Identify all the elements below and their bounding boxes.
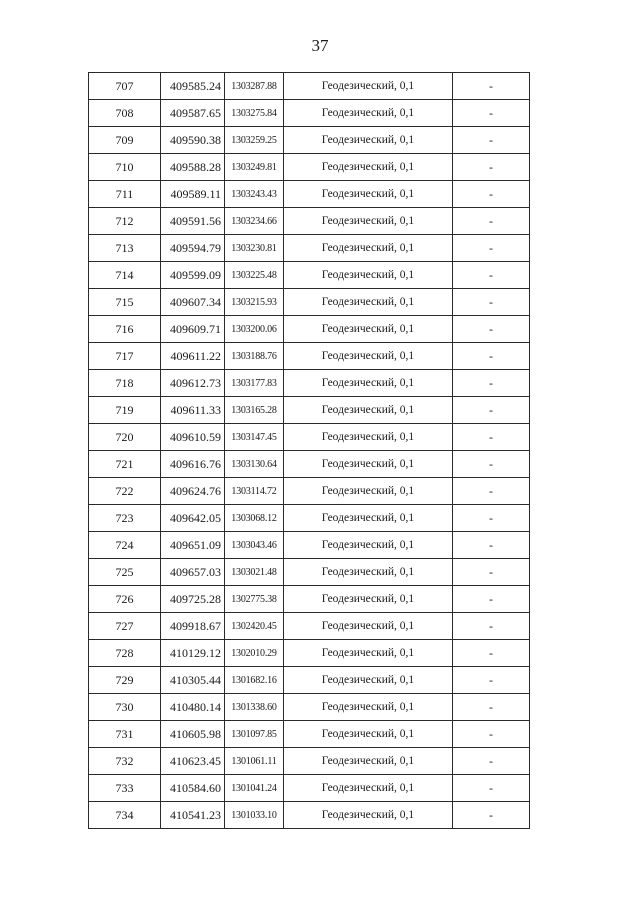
point-number-cell: 717 [89,343,161,370]
note-cell: - [453,262,530,289]
table-row [89,127,530,154]
note-cell: - [453,505,530,532]
table-row [89,100,530,127]
method-accuracy-cell: Геодезический, 0,1 [284,451,453,478]
point-number-cell: 709 [89,127,161,154]
y-coordinate-cell: 1303215.93 [225,289,284,316]
y-coordinate-cell: 1303230.81 [225,235,284,262]
point-number-cell: 734 [89,802,161,829]
x-coordinate-cell: 409607.34 [161,289,225,316]
note-cell: - [453,235,530,262]
table-row [89,235,530,262]
table-row [89,478,530,505]
x-coordinate-cell: 409587.65 [161,100,225,127]
y-coordinate-cell: 1303243.43 [225,181,284,208]
note-cell: - [453,154,530,181]
y-coordinate-cell: 1303177.83 [225,370,284,397]
method-accuracy-cell: Геодезический, 0,1 [284,505,453,532]
note-cell: - [453,370,530,397]
point-number-cell: 733 [89,775,161,802]
y-coordinate-cell: 1302775.38 [225,586,284,613]
note-cell: - [453,289,530,316]
note-cell: - [453,181,530,208]
x-coordinate-cell: 410480.14 [161,694,225,721]
x-coordinate-cell: 409594.79 [161,235,225,262]
x-coordinate-cell: 409611.22 [161,343,225,370]
table-row [89,802,530,829]
y-coordinate-cell: 1303165.28 [225,397,284,424]
method-accuracy-cell: Геодезический, 0,1 [284,640,453,667]
x-coordinate-cell: 409590.38 [161,127,225,154]
x-coordinate-cell: 409616.76 [161,451,225,478]
table-row [89,73,530,100]
method-accuracy-cell: Геодезический, 0,1 [284,586,453,613]
method-accuracy-cell: Геодезический, 0,1 [284,613,453,640]
point-number-cell: 723 [89,505,161,532]
table-row [89,613,530,640]
note-cell: - [453,775,530,802]
x-coordinate-cell: 409591.56 [161,208,225,235]
x-coordinate-cell: 410129.12 [161,640,225,667]
point-number-cell: 719 [89,397,161,424]
table-row [89,424,530,451]
note-cell: - [453,586,530,613]
note-cell: - [453,73,530,100]
table-row [89,262,530,289]
y-coordinate-cell: 1303147.45 [225,424,284,451]
method-accuracy-cell: Геодезический, 0,1 [284,181,453,208]
method-accuracy-cell: Геодезический, 0,1 [284,775,453,802]
note-cell: - [453,667,530,694]
y-coordinate-cell: 1303130.64 [225,451,284,478]
method-accuracy-cell: Геодезический, 0,1 [284,397,453,424]
x-coordinate-cell: 409599.09 [161,262,225,289]
table-row [89,748,530,775]
point-number-cell: 727 [89,613,161,640]
point-number-cell: 731 [89,721,161,748]
y-coordinate-cell: 1301033.10 [225,802,284,829]
x-coordinate-cell: 410584.60 [161,775,225,802]
method-accuracy-cell: Геодезический, 0,1 [284,262,453,289]
x-coordinate-cell: 409642.05 [161,505,225,532]
method-accuracy-cell: Геодезический, 0,1 [284,235,453,262]
method-accuracy-cell: Геодезический, 0,1 [284,208,453,235]
x-coordinate-cell: 409585.24 [161,73,225,100]
table-row [89,586,530,613]
x-coordinate-cell: 410623.45 [161,748,225,775]
y-coordinate-cell: 1303225.48 [225,262,284,289]
table-row [89,397,530,424]
y-coordinate-cell: 1302420.45 [225,613,284,640]
x-coordinate-cell: 409918.67 [161,613,225,640]
y-coordinate-cell: 1303287.88 [225,73,284,100]
y-coordinate-cell: 1303200.06 [225,316,284,343]
note-cell: - [453,613,530,640]
x-coordinate-cell: 409610.59 [161,424,225,451]
point-number-cell: 715 [89,289,161,316]
y-coordinate-cell: 1302010.29 [225,640,284,667]
y-coordinate-cell: 1301338.60 [225,694,284,721]
page-number: 37 [311,36,329,55]
method-accuracy-cell: Геодезический, 0,1 [284,127,453,154]
method-accuracy-cell: Геодезический, 0,1 [284,343,453,370]
note-cell: - [453,802,530,829]
y-coordinate-cell: 1303249.81 [225,154,284,181]
point-number-cell: 729 [89,667,161,694]
method-accuracy-cell: Геодезический, 0,1 [284,316,453,343]
note-cell: - [453,100,530,127]
note-cell: - [453,451,530,478]
method-accuracy-cell: Геодезический, 0,1 [284,748,453,775]
point-number-cell: 718 [89,370,161,397]
note-cell: - [453,127,530,154]
y-coordinate-cell: 1301061.11 [225,748,284,775]
x-coordinate-cell: 409624.76 [161,478,225,505]
note-cell: - [453,748,530,775]
table-row [89,640,530,667]
point-number-cell: 713 [89,235,161,262]
method-accuracy-cell: Геодезический, 0,1 [284,154,453,181]
x-coordinate-cell: 409589.11 [161,181,225,208]
point-number-cell: 714 [89,262,161,289]
x-coordinate-cell: 409725.28 [161,586,225,613]
y-coordinate-cell: 1301682.16 [225,667,284,694]
note-cell: - [453,694,530,721]
method-accuracy-cell: Геодезический, 0,1 [284,289,453,316]
note-cell: - [453,208,530,235]
method-accuracy-cell: Геодезический, 0,1 [284,370,453,397]
coordinates-table [88,72,530,829]
point-number-cell: 710 [89,154,161,181]
method-accuracy-cell: Геодезический, 0,1 [284,802,453,829]
table-row [89,154,530,181]
method-accuracy-cell: Геодезический, 0,1 [284,73,453,100]
point-number-cell: 722 [89,478,161,505]
point-number-cell: 728 [89,640,161,667]
table-row [89,208,530,235]
y-coordinate-cell: 1301041.24 [225,775,284,802]
method-accuracy-cell: Геодезический, 0,1 [284,667,453,694]
note-cell: - [453,532,530,559]
y-coordinate-cell: 1303043.46 [225,532,284,559]
x-coordinate-cell: 410605.98 [161,721,225,748]
method-accuracy-cell: Геодезический, 0,1 [284,559,453,586]
table-row [89,694,530,721]
x-coordinate-cell: 409657.03 [161,559,225,586]
point-number-cell: 712 [89,208,161,235]
point-number-cell: 724 [89,532,161,559]
coordinates-table-body [89,73,530,829]
x-coordinate-cell: 410305.44 [161,667,225,694]
method-accuracy-cell: Геодезический, 0,1 [284,721,453,748]
y-coordinate-cell: 1303234.66 [225,208,284,235]
method-accuracy-cell: Геодезический, 0,1 [284,478,453,505]
point-number-cell: 707 [89,73,161,100]
table-row [89,343,530,370]
method-accuracy-cell: Геодезический, 0,1 [284,694,453,721]
y-coordinate-cell: 1303021.48 [225,559,284,586]
point-number-cell: 726 [89,586,161,613]
point-number-cell: 721 [89,451,161,478]
x-coordinate-cell: 409609.71 [161,316,225,343]
table-row [89,451,530,478]
table-row [89,289,530,316]
x-coordinate-cell: 410541.23 [161,802,225,829]
x-coordinate-cell: 409588.28 [161,154,225,181]
note-cell: - [453,478,530,505]
point-number-cell: 730 [89,694,161,721]
note-cell: - [453,343,530,370]
note-cell: - [453,640,530,667]
table-row [89,505,530,532]
y-coordinate-cell: 1303275.84 [225,100,284,127]
method-accuracy-cell: Геодезический, 0,1 [284,424,453,451]
point-number-cell: 708 [89,100,161,127]
table-row [89,181,530,208]
note-cell: - [453,559,530,586]
point-number-cell: 711 [89,181,161,208]
y-coordinate-cell: 1303259.25 [225,127,284,154]
y-coordinate-cell: 1303188.76 [225,343,284,370]
method-accuracy-cell: Геодезический, 0,1 [284,532,453,559]
y-coordinate-cell: 1303114.72 [225,478,284,505]
note-cell: - [453,424,530,451]
point-number-cell: 725 [89,559,161,586]
table-row [89,667,530,694]
table-row [89,559,530,586]
note-cell: - [453,397,530,424]
point-number-cell: 720 [89,424,161,451]
note-cell: - [453,721,530,748]
point-number-cell: 716 [89,316,161,343]
table-row [89,316,530,343]
table-row [89,370,530,397]
table-row [89,775,530,802]
x-coordinate-cell: 409611.33 [161,397,225,424]
note-cell: - [453,316,530,343]
x-coordinate-cell: 409651.09 [161,532,225,559]
method-accuracy-cell: Геодезический, 0,1 [284,100,453,127]
table-row [89,721,530,748]
table-row [89,532,530,559]
y-coordinate-cell: 1303068.12 [225,505,284,532]
point-number-cell: 732 [89,748,161,775]
y-coordinate-cell: 1301097.85 [225,721,284,748]
x-coordinate-cell: 409612.73 [161,370,225,397]
